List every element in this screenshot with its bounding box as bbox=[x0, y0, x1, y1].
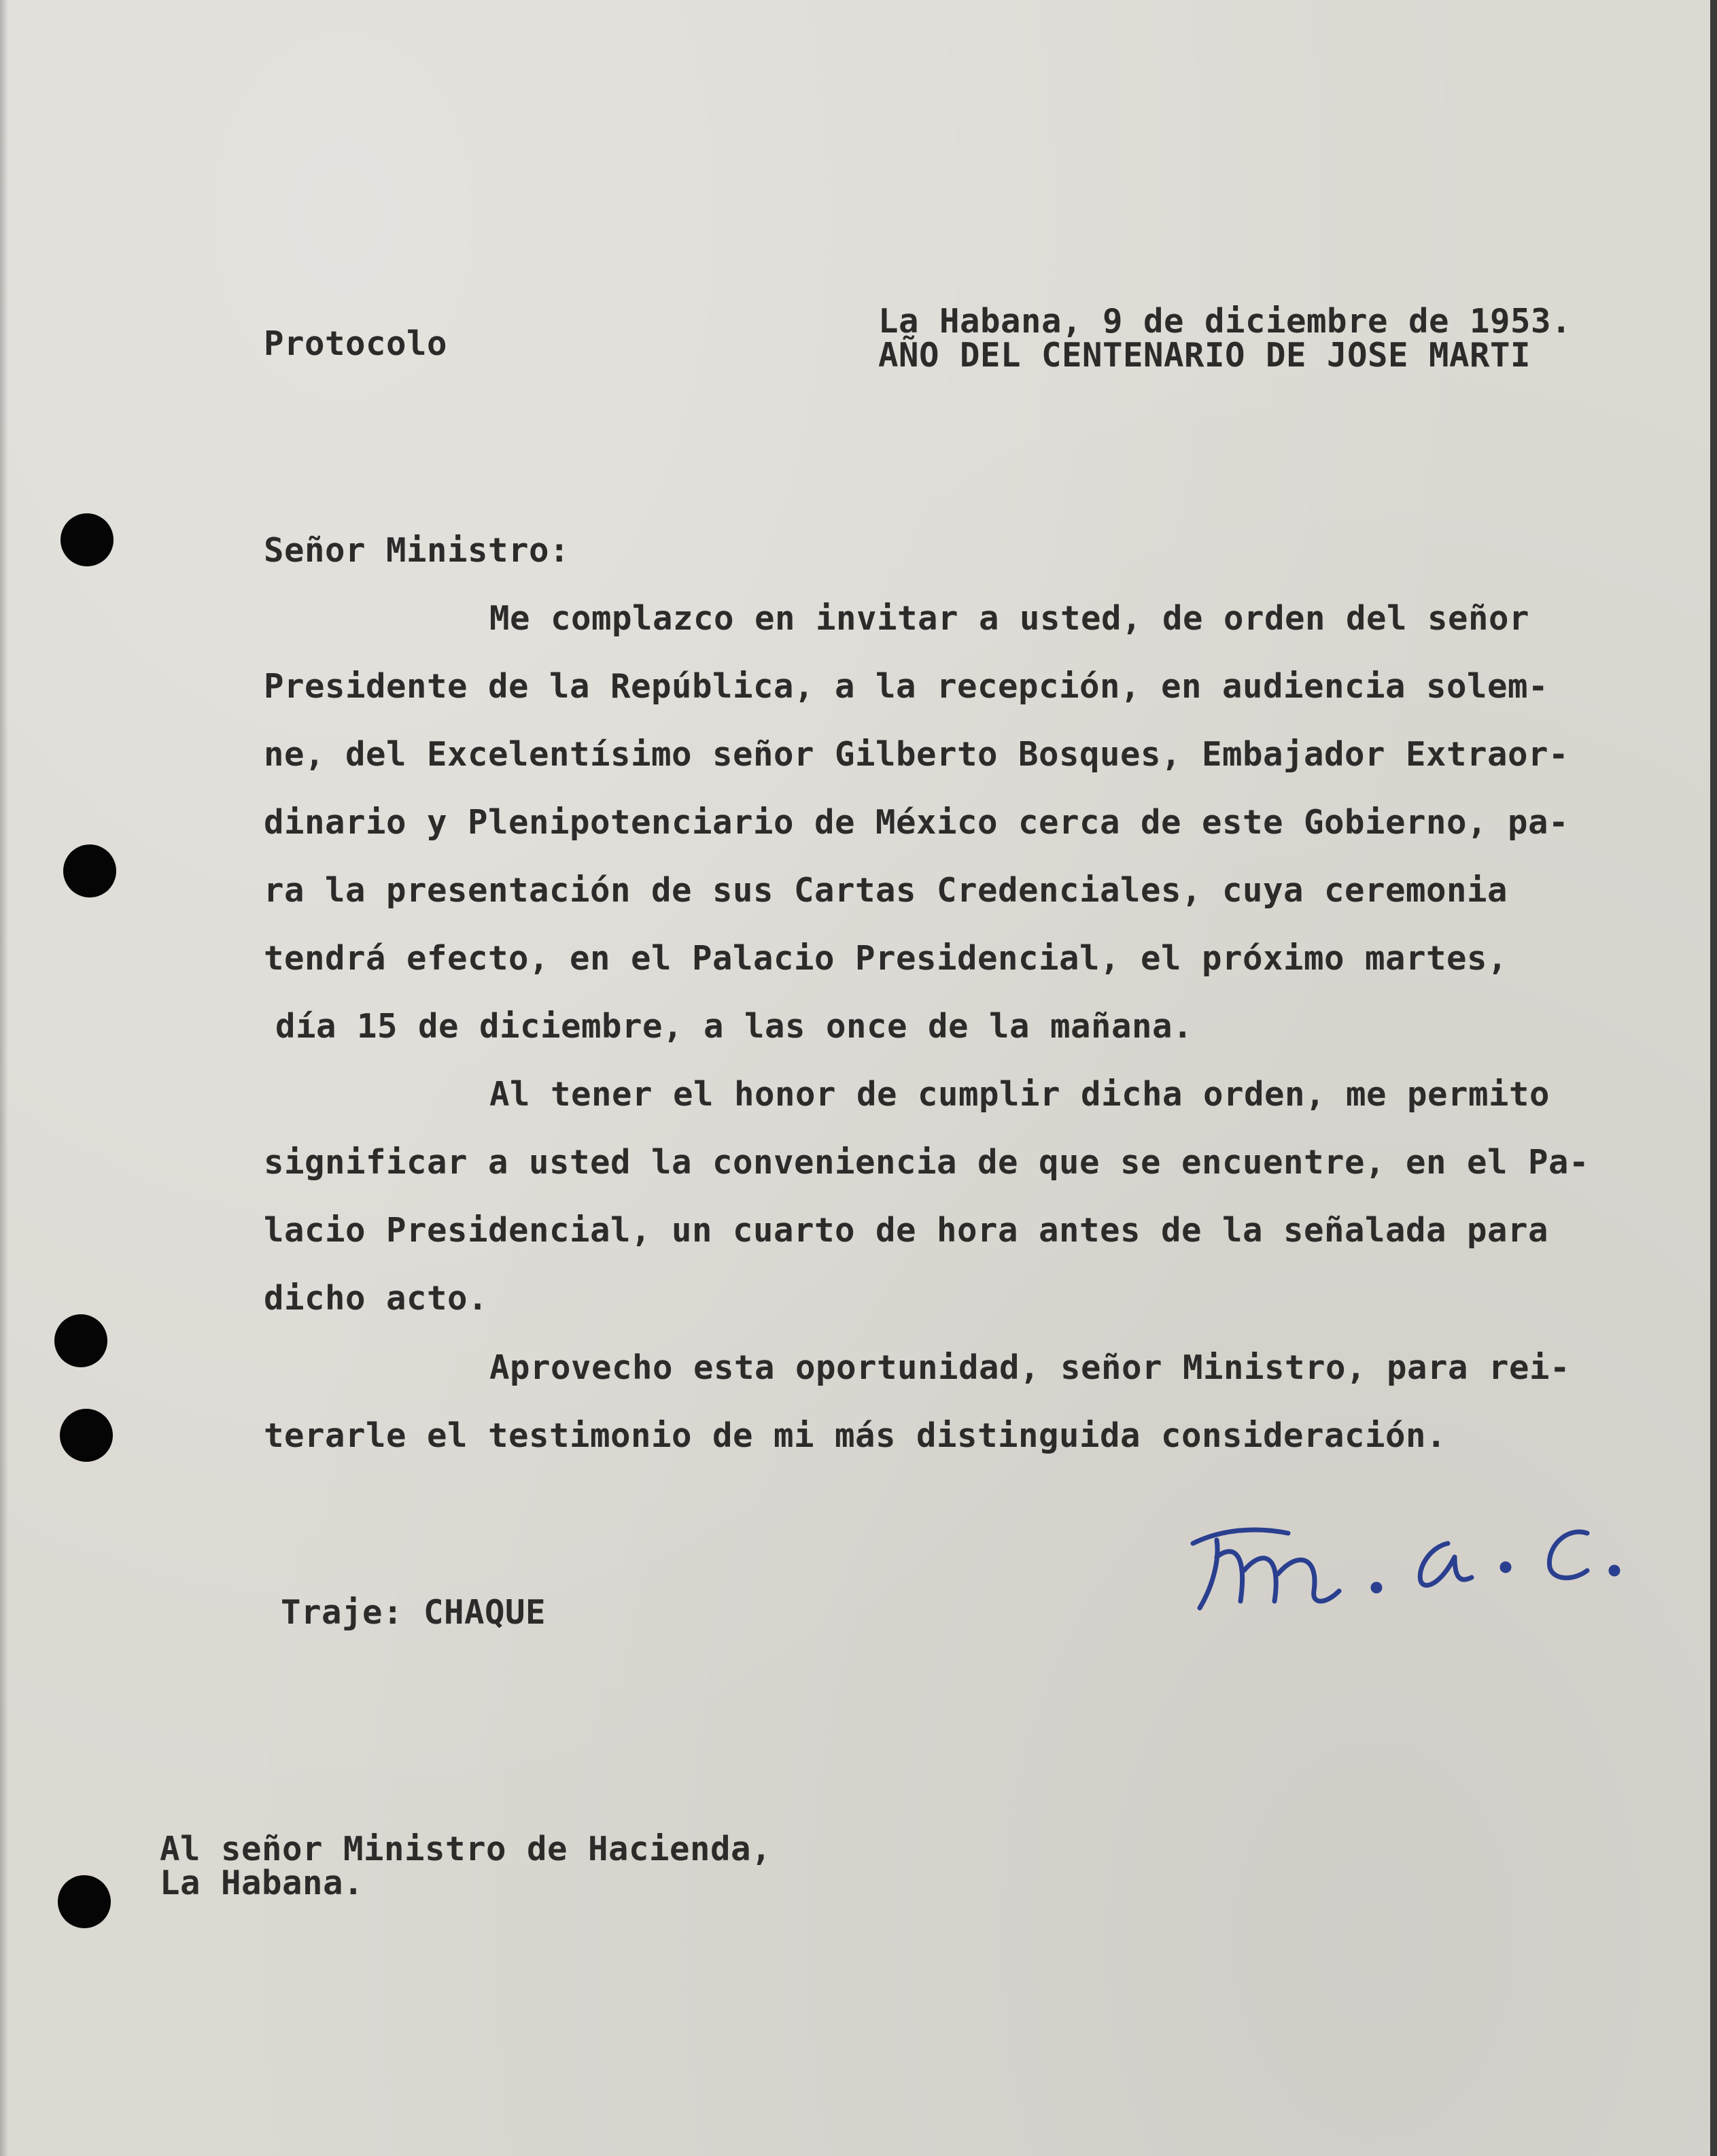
paragraph-line: terarle el testimonio de mi más distinguida consideración. bbox=[264, 1416, 1447, 1455]
paragraph-line: dinario y Plenipotenciario de México cerca de este Gobierno, pa- bbox=[264, 803, 1569, 842]
paragraph-line: día 15 de diciembre, a las once de la mañana. bbox=[275, 1007, 1194, 1046]
department-label: Protocolo bbox=[264, 324, 448, 363]
paper-right-edge bbox=[1710, 0, 1717, 2156]
signature-drawing bbox=[1179, 1516, 1655, 1625]
paragraph-line: Me complazco en invitar a usted, de orden del señor bbox=[489, 599, 1530, 638]
punch-hole-3 bbox=[54, 1314, 107, 1367]
paragraph-line: significar a usted la conveniencia de que se encuentre, en el Pa- bbox=[264, 1143, 1590, 1182]
place-date: La Habana, 9 de diciembre de 1953. bbox=[878, 302, 1572, 341]
punch-hole-2 bbox=[63, 844, 116, 897]
paragraph-line: ra la presentación de sus Cartas Credenciales, cuya ceremonia bbox=[264, 871, 1508, 910]
paper-left-shadow bbox=[0, 0, 8, 2156]
dress-code: Traje: CHAQUE bbox=[281, 1593, 547, 1632]
paragraph-line: Aprovecho esta oportunidad, señor Ministro, para rei- bbox=[489, 1348, 1571, 1387]
addressee-line: La Habana. bbox=[160, 1864, 364, 1902]
year-motto: AÑO DEL CENTENARIO DE JOSE MARTI bbox=[878, 336, 1531, 375]
punch-hole-5 bbox=[58, 1875, 111, 1928]
paragraph-line: dicho acto. bbox=[264, 1279, 489, 1318]
paragraph-line: lacio Presidencial, un cuarto de hora antes de la señalada para bbox=[264, 1211, 1549, 1250]
paragraph-line: Presidente de la República, a la recepción, en audiencia solem- bbox=[264, 667, 1549, 706]
paragraph-line: Al tener el honor de cumplir dicha orden, me permito bbox=[489, 1075, 1550, 1114]
handwritten-signature bbox=[1179, 1516, 1655, 1625]
paragraph-line: tendrá efecto, en el Palacio Presidencial, el próximo martes, bbox=[264, 939, 1508, 978]
punch-hole-4 bbox=[60, 1409, 113, 1462]
paragraph-line: ne, del Excelentísimo señor Gilberto Bosques, Embajador Extraor- bbox=[264, 735, 1569, 774]
salutation: Señor Ministro: bbox=[264, 531, 570, 570]
addressee-line: Al señor Ministro de Hacienda, bbox=[160, 1830, 772, 1868]
punch-hole-1 bbox=[60, 513, 114, 566]
